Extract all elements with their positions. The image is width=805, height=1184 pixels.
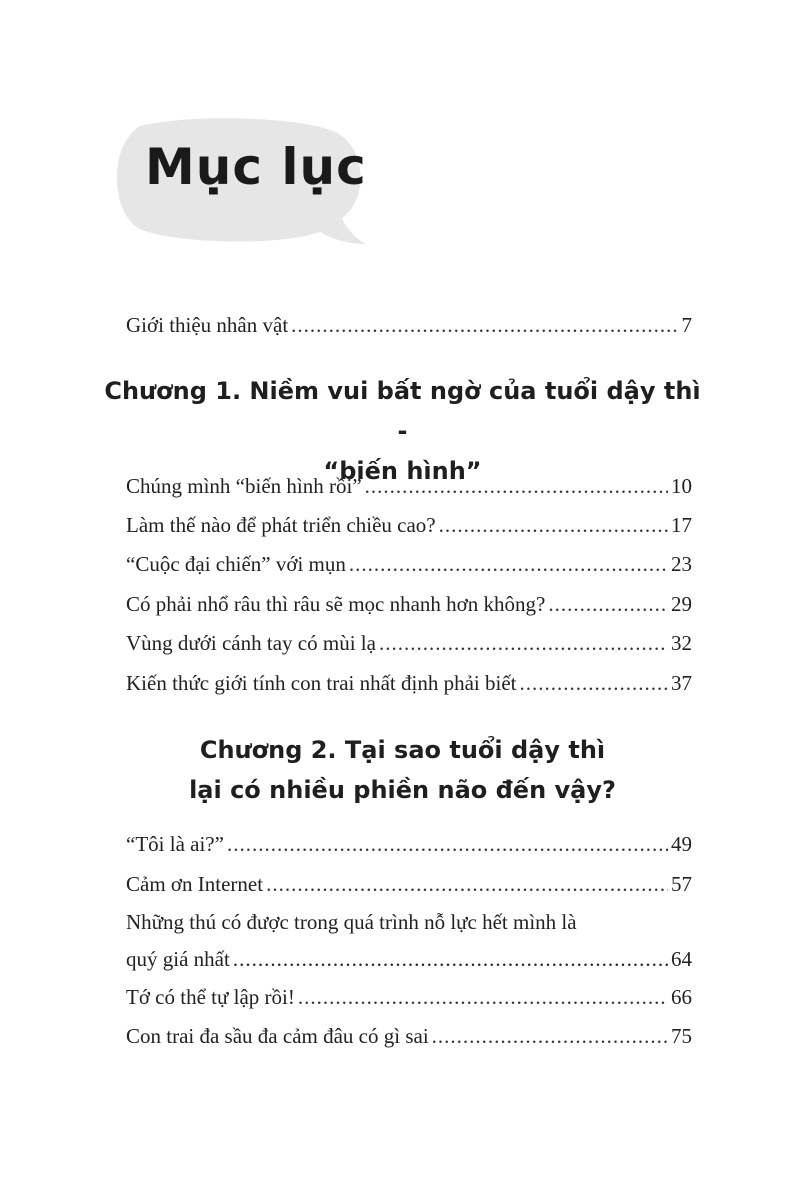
entry-page: 75	[671, 1024, 692, 1048]
entry-label-line-2: quý giá nhất	[126, 947, 230, 971]
entry-page: 23	[671, 552, 692, 576]
toc-entry[interactable]	[126, 511, 692, 539]
entry-page: 7	[681, 313, 692, 337]
entry-page: 32	[671, 631, 692, 655]
entry-page: 57	[671, 872, 692, 896]
toc-entry-two-line[interactable]	[126, 904, 692, 978]
entry-label: Tớ có thể tự lập rồi!	[126, 985, 295, 1009]
entry-page: 49	[671, 832, 692, 856]
page-title: Mục lục	[145, 138, 367, 196]
dot-leader	[349, 550, 668, 578]
dot-leader	[227, 830, 668, 858]
entry-label: Có phải nhổ râu thì râu sẽ mọc nhanh hơn không?	[126, 592, 546, 616]
toc-entry[interactable]	[126, 669, 692, 697]
entry-page: 29	[671, 592, 692, 616]
entry-page: 10	[671, 474, 692, 498]
dot-leader	[520, 669, 669, 697]
toc-entry[interactable]	[126, 472, 692, 500]
dot-leader	[291, 311, 678, 339]
entry-label: Cảm ơn Internet	[126, 872, 264, 896]
entry-label: Chúng mình “biến hình rồi”	[126, 474, 362, 498]
dot-leader	[432, 1022, 668, 1050]
dot-leader	[365, 472, 668, 500]
dot-leader	[379, 629, 668, 657]
chapter-2-title-line-1: Chương 2. Tại sao tuổi dậy thì	[199, 736, 606, 764]
dot-leader	[266, 870, 668, 898]
entry-label: Làm thế nào để phát triển chiều cao?	[126, 513, 436, 537]
dot-leader	[439, 511, 668, 539]
entry-label: “Cuộc đại chiến” với mụn	[126, 552, 346, 576]
toc-entry[interactable]	[126, 590, 692, 618]
chapter-2-title-line-2: lại có nhiều phiền não đến vậy?	[189, 776, 616, 804]
toc-entry[interactable]	[126, 830, 692, 858]
toc-entry[interactable]	[126, 629, 692, 657]
entry-page: 66	[671, 985, 692, 1009]
entry-label: Vùng dưới cánh tay có mùi lạ	[126, 631, 376, 655]
chapter-1-title-line-2: “biến hình”	[323, 457, 482, 485]
entry-label: “Tôi là ai?”	[126, 832, 224, 856]
chapter-2-heading	[100, 730, 705, 810]
toc-entry-intro[interactable]	[126, 311, 692, 339]
dot-leader	[548, 590, 668, 618]
chapter-1-title-line-1: Chương 1. Niềm vui bất ngờ của tuổi dậy thì -	[104, 377, 701, 445]
entry-line-2	[126, 941, 692, 978]
entry-label: Kiến thức giới tính con trai nhất định phải biết	[126, 671, 517, 695]
toc-entry[interactable]	[126, 870, 692, 898]
entry-label-line-1: Những thú có được trong quá trình nỗ lực hết mình là	[126, 910, 577, 934]
entry-page: 37	[671, 671, 692, 695]
entry-page: 64	[671, 947, 692, 971]
entry-page: 17	[671, 513, 692, 537]
toc-entry[interactable]	[126, 550, 692, 578]
toc-entry[interactable]	[126, 1022, 692, 1050]
toc-entry[interactable]	[126, 983, 692, 1011]
entry-label: Con trai đa sầu đa cảm đâu có gì sai	[126, 1024, 429, 1048]
dot-leader	[298, 983, 668, 1011]
entry-label: Giới thiệu nhân vật	[126, 313, 289, 337]
dot-leader	[233, 941, 668, 978]
